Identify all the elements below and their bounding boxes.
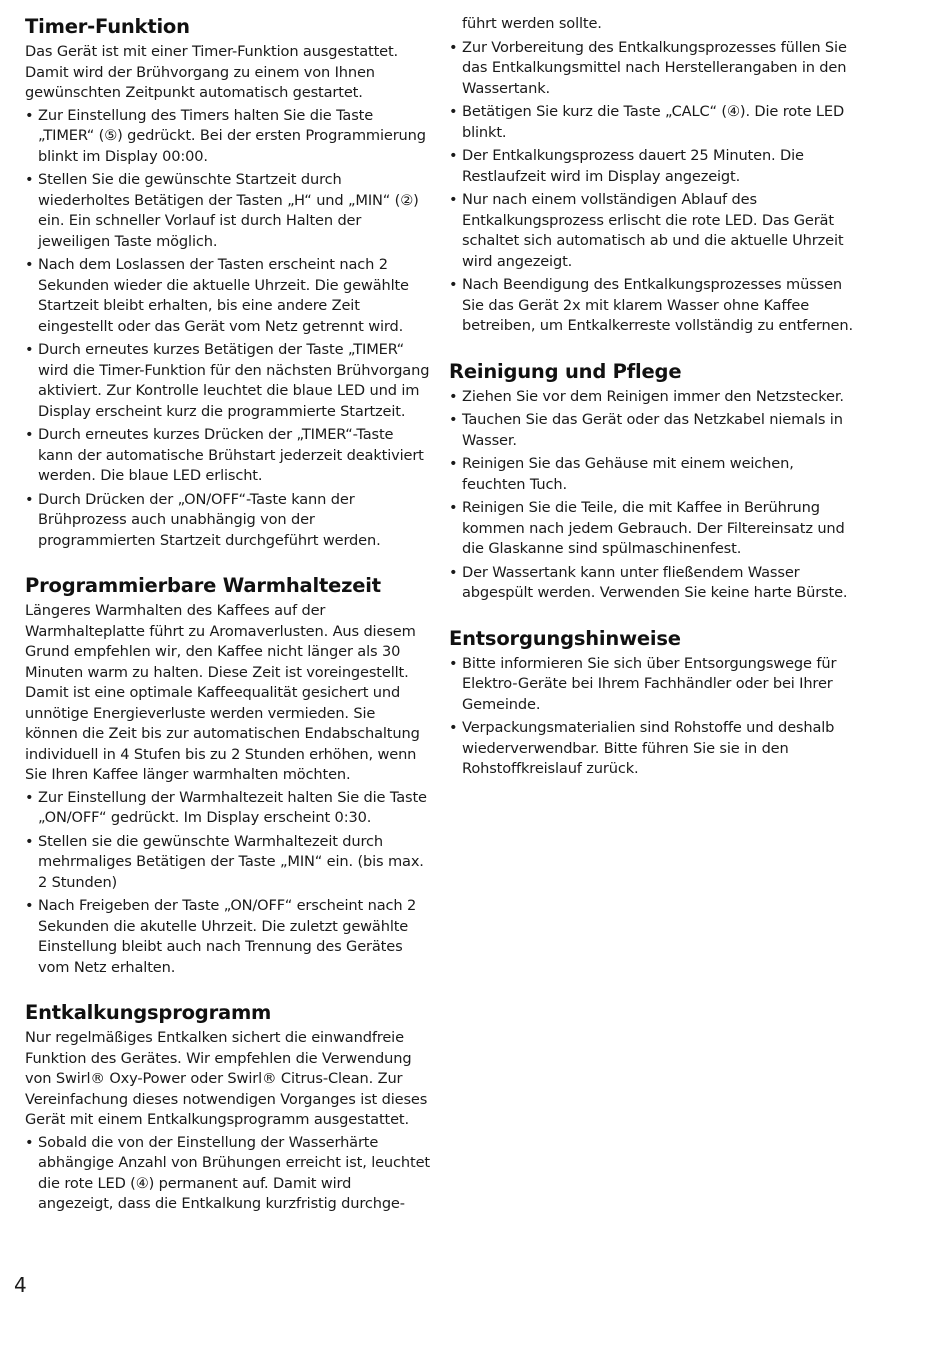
- page-number: 4: [14, 1273, 27, 1297]
- list-item: • Durch erneutes kurzes Drücken der „TIMER“-Taste kann der automatische Brühstart jederzeit deaktiviert werden. Die blaue LED erlischt.: [25, 425, 430, 487]
- list-item: • Sobald die von der Einstellung der Wasserhärte abhängige Anzahl von Brühungen erreicht ist, leuchtet die rote LED (④) permanent auf. Damit wird angezeigt, dass die Entkalkung kurzfristig durchge-: [25, 1133, 430, 1215]
- bullet-list: [25, 106, 430, 552]
- section-intro: Das Gerät ist mit einer Timer-Funktion ausgestattet. Damit wird der Brühvorgang zu einem von Ihnen gewünschten Zeitpunkt automatisch gestartet.: [25, 43, 399, 101]
- list-item-continuation: führt werden sollte.: [462, 15, 602, 32]
- list-item: • Reinigen Sie das Gehäuse mit einem weichen, feuchten Tuch.: [449, 454, 859, 495]
- left-column: [25, 14, 430, 1237]
- bullet-list: [25, 788, 430, 979]
- bullet-list: [449, 654, 859, 780]
- section-timer: [25, 14, 430, 551]
- list-item: • Zur Einstellung des Timers halten Sie die Taste „TIMER“ (⑤) gedrückt. Bei der ersten Programmierung blinkt im Display 00:00.: [25, 106, 430, 168]
- bullet-list: [25, 1133, 430, 1215]
- list-item: • Reinigen Sie die Teile, die mit Kaffee in Berührung kommen nach jedem Gebrauch. Der Filtereinsatz und die Glaskanne sind spülmaschinenfest.: [449, 498, 859, 560]
- list-item: • Bitte informieren Sie sich über Entsorgungswege für Elektro-Geräte bei Ihrem Fachhändler oder bei Ihrer Gemeinde.: [449, 654, 859, 716]
- list-item: • Der Entkalkungsprozess dauert 25 Minuten. Die Restlaufzeit wird im Display angezeigt.: [449, 146, 859, 187]
- section-entkalkung-continued: [449, 14, 859, 337]
- section-warmhaltezeit: [25, 573, 430, 978]
- section-entkalkung: [25, 1000, 430, 1215]
- list-item: • Verpackungsmaterialien sind Rohstoffe und deshalb wiederverwendbar. Bitte führen Sie sie in den Rohstoffkreislauf zurück.: [449, 718, 859, 780]
- list-item: • Ziehen Sie vor dem Reinigen immer den Netzstecker.: [449, 387, 859, 408]
- section-intro: Nur regelmäßiges Entkalken sichert die einwandfreie Funktion des Gerätes. Wir empfehlen die Verwendung von Swirl® Oxy-Power oder Swirl® Citrus-Clean. Zur Vereinfachung dieses notwendigen Vorganges ist dieses Gerät mit einem Entkalkungsprogramm ausgestattet.: [25, 1029, 428, 1128]
- section-entsorgung: [449, 626, 859, 780]
- section-heading: Entkalkungsprogramm: [25, 1001, 272, 1024]
- section-intro: Längeres Warmhalten des Kaffees auf der Warmhalteplatte führt zu Aromaverlusten. Aus diesem Grund empfehlen wir, den Kaffee nicht länger als 30 Minuten warm zu halten. Diese Zeit ist voreingestellt. Damit ist eine optimale Kaffeequalität gesichert und unnötige Energieverluste werden vermieden. Sie können die Zeit bis zur automatischen Endabschaltung individuell in 4 Stufen bis zu 2 Stunden erhöhen, wenn Sie Ihren Kaffee länger warmhalten möchten.: [25, 602, 420, 783]
- list-item: • Zur Einstellung der Warmhaltezeit halten Sie die Taste „ON/OFF“ gedrückt. Im Display erscheint 0:30.: [25, 788, 430, 829]
- section-heading: Programmierbare Warmhaltezeit: [25, 574, 381, 597]
- list-item: • Stellen sie die gewünschte Warmhaltezeit durch mehrmaliges Betätigen der Taste „MIN“ ein. (bis max. 2 Stunden): [25, 832, 430, 894]
- list-item: • Durch erneutes kurzes Betätigen der Taste „TIMER“ wird die Timer-Funktion für den nächsten Brühvorgang aktiviert. Zur Kontrolle leuchtet die blaue LED und im Display erscheint kurz die programmierte Startzeit.: [25, 340, 430, 422]
- list-item: • Tauchen Sie das Gerät oder das Netzkabel niemals in Wasser.: [449, 410, 859, 451]
- section-heading: Entsorgungshinweise: [449, 626, 681, 650]
- list-item: • Nach Freigeben der Taste „ON/OFF“ erscheint nach 2 Sekunden die akutelle Uhrzeit. Die zuletzt gewählte Einstellung bleibt auch nach Trennung des Gerätes vom Netz erhalten.: [25, 896, 430, 978]
- list-item: • Nach dem Loslassen der Tasten erscheint nach 2 Sekunden wieder die aktuelle Uhrzeit. Die gewählte Startzeit bleibt erhalten, bis eine andere Zeit eingestellt oder das Gerät vom Netz getrennt wird.: [25, 255, 430, 337]
- section-heading: Timer-Funktion: [25, 15, 190, 38]
- list-item: • Der Wassertank kann unter fließendem Wasser abgespült werden. Verwenden Sie keine harte Bürste.: [449, 563, 859, 604]
- bullet-list: [449, 14, 859, 337]
- bullet-list: [449, 387, 859, 604]
- right-column: [449, 14, 859, 802]
- list-item: • Stellen Sie die gewünschte Startzeit durch wiederholtes Betätigen der Tasten „H“ und „MIN“ (②) ein. Ein schneller Vorlauf ist durch Halten der jeweiligen Taste möglich.: [25, 170, 430, 252]
- section-reinigung: [449, 359, 859, 604]
- list-item: • Betätigen Sie kurz die Taste „CALC“ (④). Die rote LED blinkt.: [449, 102, 859, 143]
- section-heading: Reinigung und Pflege: [449, 359, 682, 383]
- list-item: • Nur nach einem vollständigen Ablauf des Entkalkungsprozess erlischt die rote LED. Das Gerät schaltet sich automatisch ab und die aktuelle Uhrzeit wird angezeigt.: [449, 190, 859, 272]
- list-item: • Zur Vorbereitung des Entkalkungsprozesses füllen Sie das Entkalkungsmittel nach Herstellerangaben in den Wassertank.: [449, 38, 859, 100]
- list-item: • Durch Drücken der „ON/OFF“-Taste kann der Brühprozess auch unabhängig von der programmierten Startzeit durchgeführt werden.: [25, 490, 430, 552]
- list-item: • Nach Beendigung des Entkalkungsprozesses müssen Sie das Gerät 2x mit klarem Wasser ohne Kaffee betreiben, um Entkalkerreste vollständig zu entfernen.: [449, 275, 859, 337]
